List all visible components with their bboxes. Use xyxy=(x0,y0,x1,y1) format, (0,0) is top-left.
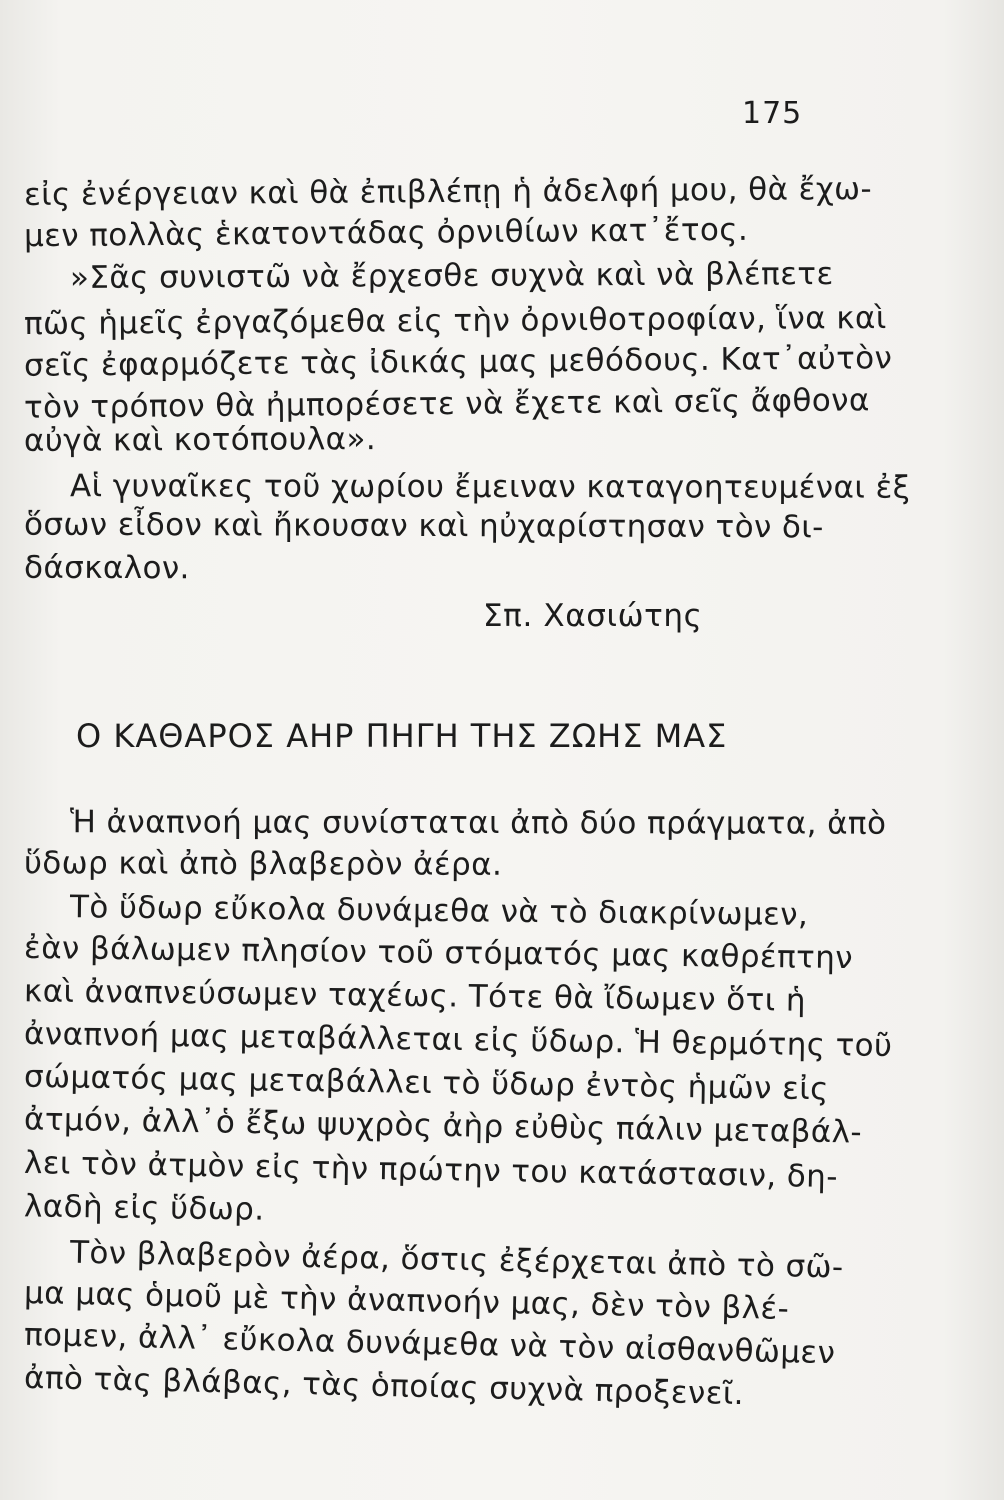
page-number: 175 xyxy=(742,96,803,131)
text-line: μα μας ὁμοῦ μὲ τὴν ἀναπνοήν μας, δὲν τὸν βλέ- xyxy=(23,1274,790,1328)
author-signature: Σπ. Χασιώτης xyxy=(483,598,703,634)
text-line: δάσκαλον. xyxy=(23,549,190,587)
text-line: ἀτμόν, ἀλλ᾽ὁ ἔξω ψυχρὸς ἀὴρ εὐθὺς πάλιν μεταβάλ- xyxy=(23,1101,863,1151)
text-line: τὸν τρόπον θὰ ἠμπορέσετε νὰ ἔχετε καὶ σεῖς ἄφθονα xyxy=(23,382,870,426)
text-line: ἀναπνοή μας μεταβάλλεται εἰς ὕδωρ. Ἡ θερμότης τοῦ xyxy=(23,1015,893,1065)
section-title: Ο ΚΑΘΑΡΟΣ ΑΗΡ ΠΗΓΗ ΤΗΣ ΖΩΗΣ ΜΑΣ xyxy=(76,717,728,755)
text-line: »Σᾶς συνιστῶ νὰ ἔρχεσθε συχνὰ καὶ νὰ βλέπετε xyxy=(69,256,834,296)
text-line: ὅσων εἶδον καὶ ἤκουσαν καὶ ηὐχαρίστησαν τὸν δι- xyxy=(23,506,824,546)
text-line: εἰς ἐνέργειαν καὶ θὰ ἐπιβλέπῃ ἡ ἀδελφή μου, θὰ ἔχω- xyxy=(23,171,873,213)
text-line: πῶς ἡμεῖς ἐργαζόμεθα εἰς τὴν ὀρνιθοτροφίαν, ἵνα καὶ xyxy=(23,299,887,343)
text-line: καὶ ἀναπνεύσωμεν ταχέως. Τότε θὰ ἴδωμεν ὅτι ἡ xyxy=(23,973,807,1019)
text-line: ἐὰν βάλωμεν πλησίον τοῦ στόματός μας καθρέπτην xyxy=(23,929,854,977)
text-line: μεν πολλὰς ἑκατοντάδας ὀρνιθίων κατ᾽ἔτος. xyxy=(23,211,749,255)
text-line: αὐγὰ καὶ κοτόπουλα». xyxy=(23,421,377,459)
text-line: σώματός μας μεταβάλλει τὸ ὕδωρ ἐντὸς ἡμῶν εἰς xyxy=(23,1058,830,1108)
text-line: λαδὴ εἰς ὕδωρ. xyxy=(23,1188,265,1228)
text-line: ἀπὸ τὰς βλάβας, τὰς ὁποίας συχνὰ προξενεῖ. xyxy=(23,1359,745,1413)
text-line: ὕδωρ καὶ ἀπὸ βλαβερὸν ἀέρα. xyxy=(23,845,503,883)
text-line: πομεν, ἀλλ᾽ εὔκολα δυνάμεθα νὰ τὸν αἰσθανθῶμεν xyxy=(23,1316,836,1372)
text-line: λει τὸν ἀτμὸν εἰς τὴν πρώτην του κατάστασιν, δη- xyxy=(23,1144,839,1196)
text-line: σεῖς ἐφαρμόζετε τὰς ἰδικάς μας μεθόδους. Κατ᾽αὐτὸν xyxy=(23,340,893,384)
text-line: Ἡ ἀναπνοή μας συνίσταται ἀπὸ δύο πράγματα, ἀπὸ xyxy=(69,804,887,842)
text-line: Τὸ ὕδωρ εὔκολα δυνάμεθα νὰ τὸ διακρίνωμεν, xyxy=(69,889,809,933)
text-line: Τὸν βλαβερὸν ἀέρα, ὅστις ἐξέρχεται ἀπὸ τὸ σῶ- xyxy=(69,1234,844,1286)
text-line: Αἱ γυναῖκες τοῦ χωρίου ἔμειναν καταγοητευμέναι ἐξ xyxy=(69,468,911,506)
